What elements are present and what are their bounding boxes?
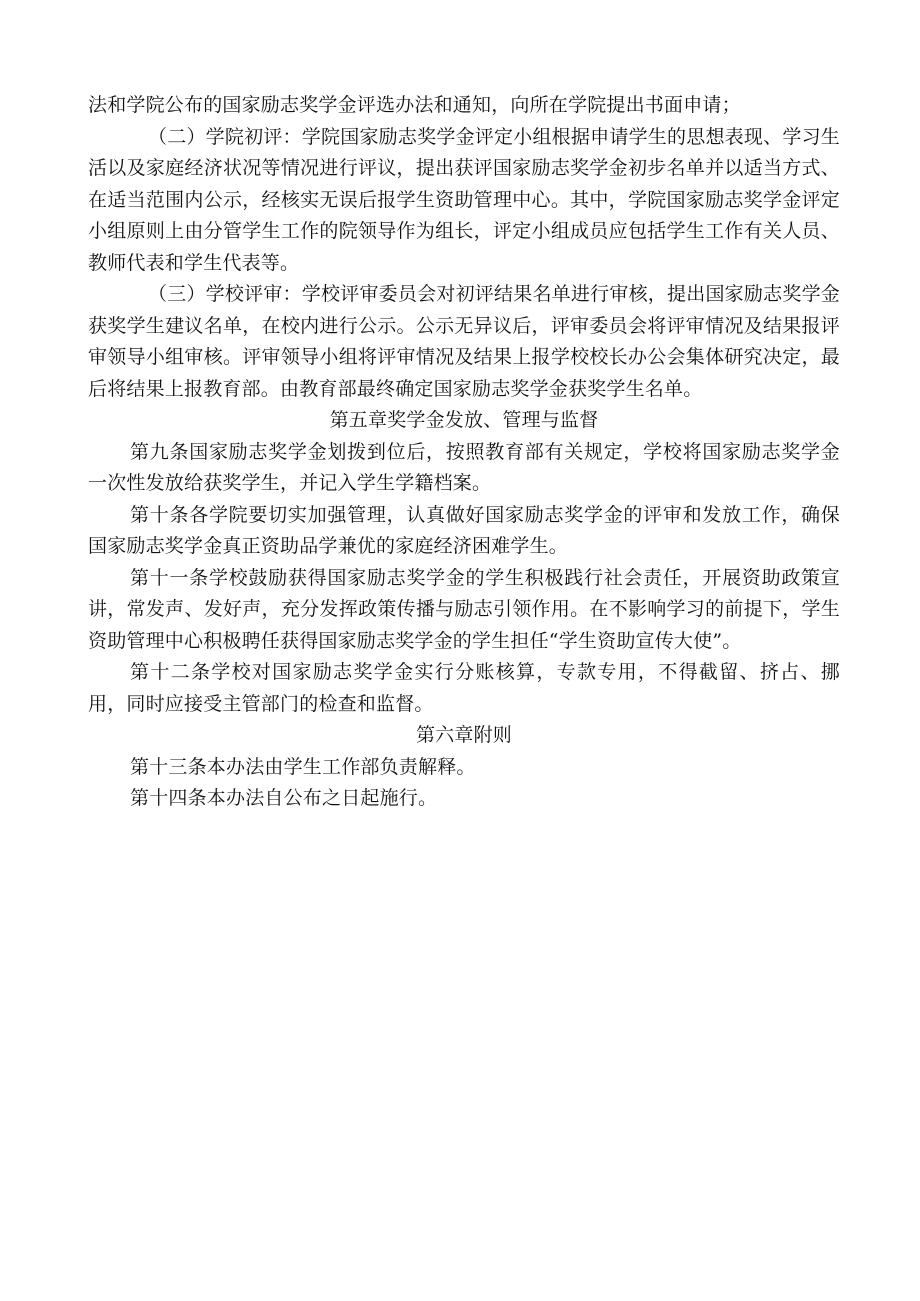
article-14: 第十四条本办法自公布之日起施行。	[130, 787, 438, 809]
article-12: 第十二条学校对国家励志奖学金实行分账核算，专款专用，不得截留、挤占、挪用，同时应接受主管部门的检查和监督。	[88, 661, 840, 715]
paragraph-continuation: 法和学院公布的国家励志奖学金评选办法和通知，向所在学院提出书面申请；	[88, 94, 741, 116]
article-13: 第十三条本办法由学生工作部负责解释。	[130, 755, 476, 778]
article-10: 第十条各学院要切实加强管理，认真做好国家励志奖学金的评审和发放工作，确保国家励志奖学金真正资助品学兼优的家庭经济困难学生。	[88, 503, 840, 557]
article-9: 第九条国家励志奖学金划拨到位后，按照教育部有关规定，学校将国家励志奖学金一次性发放给获奖学生，并记入学生学籍档案。	[88, 440, 840, 494]
chapter-5-title: 第五章奖学金发放、管理与监督	[329, 409, 599, 431]
paragraph-school-review: （三）学校评审：学校评审委员会对初评结果名单进行审核，提出国家励志奖学金获奖学生建议名单，在校内进行公示。公示无异议后，评审委员会将评审情况及结果报评审领导小组审核。评审领导小组将评审情况及结果上报学校校长办公会集体研究决定，最后将结果上报教育部。由教育部最终确定国家励志奖学金获奖学生名单。	[88, 283, 840, 400]
article-11: 第十一条学校鼓励获得国家励志奖学金的学生积极践行社会责任，开展资助政策宣讲，常发声、发好声，充分发挥政策传播与励志引领作用。在不影响学习的前提下，学生资助管理中心积极聘任获得国家励志奖学金的学生担任“学生资助宣传大使”。	[88, 566, 840, 652]
paragraph-college-review: （二）学院初评：学院国家励志奖学金评定小组根据申请学生的思想表现、学习生活以及家庭经济状况等情况进行评议，提出获评国家励志奖学金初步名单并以适当方式、在适当范围内公示，经核实无误后报学生资助管理中心。其中，学院国家励志奖学金评定小组原则上由分管学生工作的院领导作为组长，评定小组成员应包括学生工作有关人员、教师代表和学生代表等。	[88, 125, 840, 274]
document-body	[88, 90, 840, 815]
chapter-6-title: 第六章附则	[415, 724, 512, 746]
